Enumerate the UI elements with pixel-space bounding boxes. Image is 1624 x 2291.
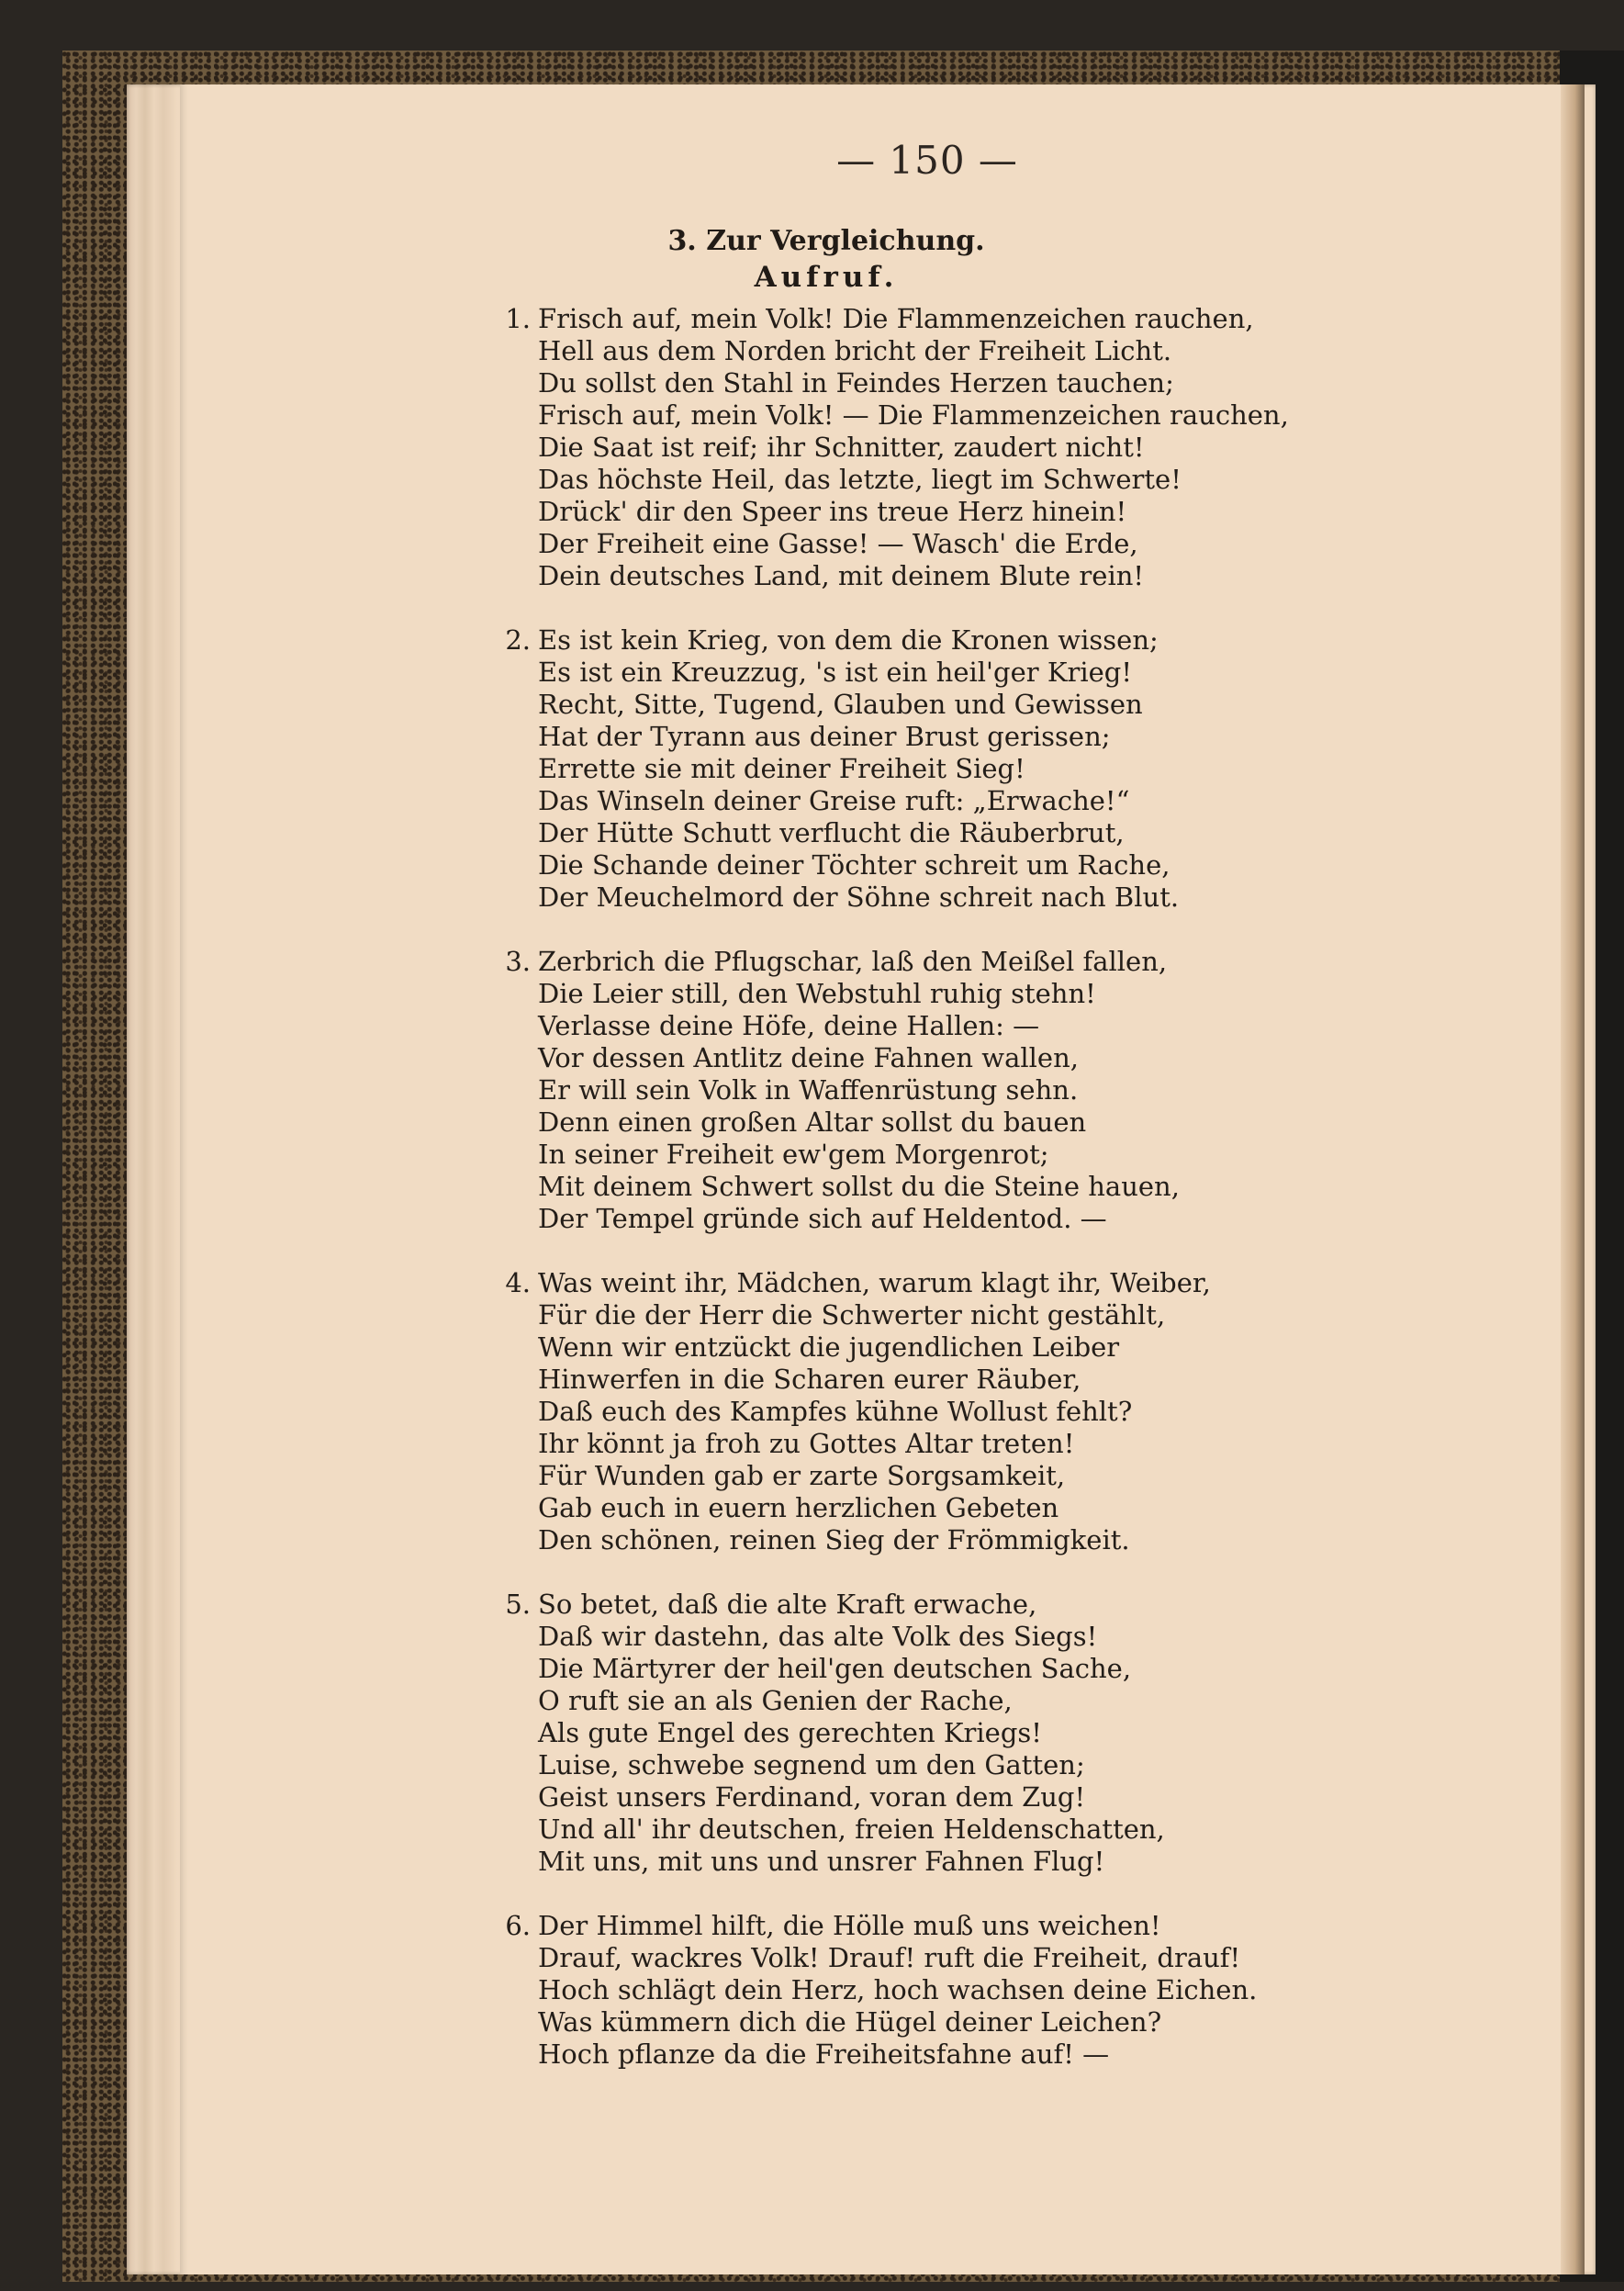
verse-line: Das höchste Heil, das letzte, liegt im Schwerte! — [538, 464, 1182, 495]
verse-line: Hoch schlägt dein Herz, hoch wachsen deine Eichen. — [538, 1974, 1258, 2005]
verse-line: Zerbrich die Pflugschar, laß den Meißel fallen, — [538, 946, 1168, 977]
verse-line: Drauf, wackres Volk! Drauf! ruft die Freiheit, drauf! — [538, 1942, 1241, 1973]
verse-line: Als gute Engel des gerechten Kriegs! — [538, 1717, 1042, 1748]
verse-line: Das Winseln deiner Greise ruft: „Erwache!“ — [538, 785, 1130, 816]
verse-line: Du sollst den Stahl in Feindes Herzen tauchen; — [538, 367, 1174, 399]
verse-line: Die Leier still, den Webstuhl ruhig stehn! — [538, 978, 1096, 1009]
stanza — [487, 1910, 1450, 2071]
verse-line: Und all' ihr deutschen, freien Heldenschatten, — [538, 1814, 1165, 1845]
verse-line: O ruft sie an als Genien der Rache, — [538, 1685, 1013, 1716]
verse-line: So betet, daß die alte Kraft erwache, — [538, 1589, 1037, 1620]
verse-line: Für die der Herr die Schwerter nicht gestählt, — [538, 1299, 1166, 1331]
stanza-number: 1. — [505, 303, 531, 334]
verse-line: Es ist kein Krieg, von dem die Kronen wissen; — [538, 624, 1159, 656]
verse-line: Er will sein Volk in Waffenrüstung sehn. — [538, 1074, 1079, 1106]
verse-line: Es ist ein Kreuzzug, 's ist ein heil'ger Krieg! — [538, 657, 1133, 688]
verse-line: Verlasse deine Höfe, deine Hallen: — — [538, 1010, 1040, 1041]
verse-line: Daß euch des Kampfes kühne Wollust fehlt? — [538, 1396, 1133, 1427]
stanza-number: 6. — [505, 1910, 531, 1941]
stanza — [487, 624, 1450, 914]
page-number: — 150 — — [836, 138, 1018, 183]
verse-line: Drück' dir den Speer ins treue Herz hinein! — [538, 496, 1127, 527]
verse-line: Geist unsers Ferdinand, voran dem Zug! — [538, 1781, 1086, 1813]
verse-line: Denn einen großen Altar sollst du bauen — [538, 1106, 1087, 1138]
verse-line: Recht, Sitte, Tugend, Glauben und Gewissen — [538, 689, 1143, 720]
verse-line: Frisch auf, mein Volk! — Die Flammenzeichen rauchen, — [538, 399, 1289, 431]
verse-line: In seiner Freiheit ew'gem Morgenrot; — [538, 1139, 1049, 1170]
stanza — [487, 946, 1450, 1235]
stanza-number: 4. — [505, 1267, 531, 1298]
poem-title: Aufruf. — [754, 261, 899, 294]
verse-line: Dein deutsches Land, mit deinem Blute rein! — [538, 560, 1145, 591]
verse-line: Den schönen, reinen Sieg der Frömmigkeit. — [538, 1524, 1130, 1555]
stanza-number: 5. — [505, 1589, 531, 1620]
verse-line: Luise, schwebe segnend um den Gatten; — [538, 1749, 1085, 1780]
stanza-number: 3. — [505, 946, 531, 977]
verse-line: Daß wir dastehn, das alte Volk des Siegs! — [538, 1621, 1098, 1652]
verse-line: Errette sie mit deiner Freiheit Sieg! — [538, 753, 1025, 784]
poem-body — [487, 303, 1450, 2103]
verse-line: Der Tempel gründe sich auf Heldentod. — — [538, 1203, 1107, 1234]
stanza — [487, 1267, 1450, 1556]
verse-line: Für Wunden gab er zarte Sorgsamkeit, — [538, 1460, 1066, 1491]
verse-line: Der Hütte Schutt verflucht die Räuberbrut, — [538, 817, 1125, 848]
verse-line: Hinwerfen in die Scharen eurer Räuber, — [538, 1364, 1081, 1395]
verse-line: Was kümmern dich die Hügel deiner Leichen? — [538, 2006, 1162, 2038]
verse-line: Hat der Tyrann aus deiner Brust gerissen; — [538, 721, 1111, 752]
section-title: 3. Zur Vergleichung. — [667, 225, 985, 257]
verse-line: Der Meuchelmord der Söhne schreit nach Blut. — [538, 882, 1180, 913]
verse-line: Die Märtyrer der heil'gen deutschen Sache, — [538, 1653, 1132, 1684]
verse-line: Gab euch in euern herzlichen Gebeten — [538, 1492, 1059, 1523]
verse-line: Die Schande deiner Töchter schreit um Rache, — [538, 849, 1170, 881]
verse-line: Ihr könnt ja froh zu Gottes Altar treten! — [538, 1428, 1075, 1459]
verse-line: Hoch pflanze da die Freiheitsfahne auf! — — [538, 2038, 1110, 2070]
verse-line: Frisch auf, mein Volk! Die Flammenzeichen rauchen, — [538, 303, 1254, 334]
verse-line: Mit uns, mit uns und unsrer Fahnen Flug! — [538, 1846, 1105, 1877]
stanza — [487, 303, 1450, 592]
verse-line: Wenn wir entzückt die jugendlichen Leiber — [538, 1331, 1120, 1363]
verse-line: Mit deinem Schwert sollst du die Steine hauen, — [538, 1171, 1180, 1202]
verse-line: Hell aus dem Norden bricht der Freiheit Licht. — [538, 335, 1172, 366]
verse-line: Der Freiheit eine Gasse! — Wasch' die Erde, — [538, 528, 1138, 559]
page-gutter — [1561, 84, 1585, 2274]
verse-line: Vor dessen Antlitz deine Fahnen wallen, — [538, 1042, 1079, 1073]
verse-line: Was weint ihr, Mädchen, warum klagt ihr, Weiber, — [538, 1267, 1211, 1298]
stanza-number: 2. — [505, 624, 531, 656]
stanza — [487, 1589, 1450, 1878]
verse-line: Der Himmel hilft, die Hölle muß uns weichen! — [538, 1910, 1161, 1941]
verse-line: Die Saat ist reif; ihr Schnitter, zaudert nicht! — [538, 432, 1145, 463]
